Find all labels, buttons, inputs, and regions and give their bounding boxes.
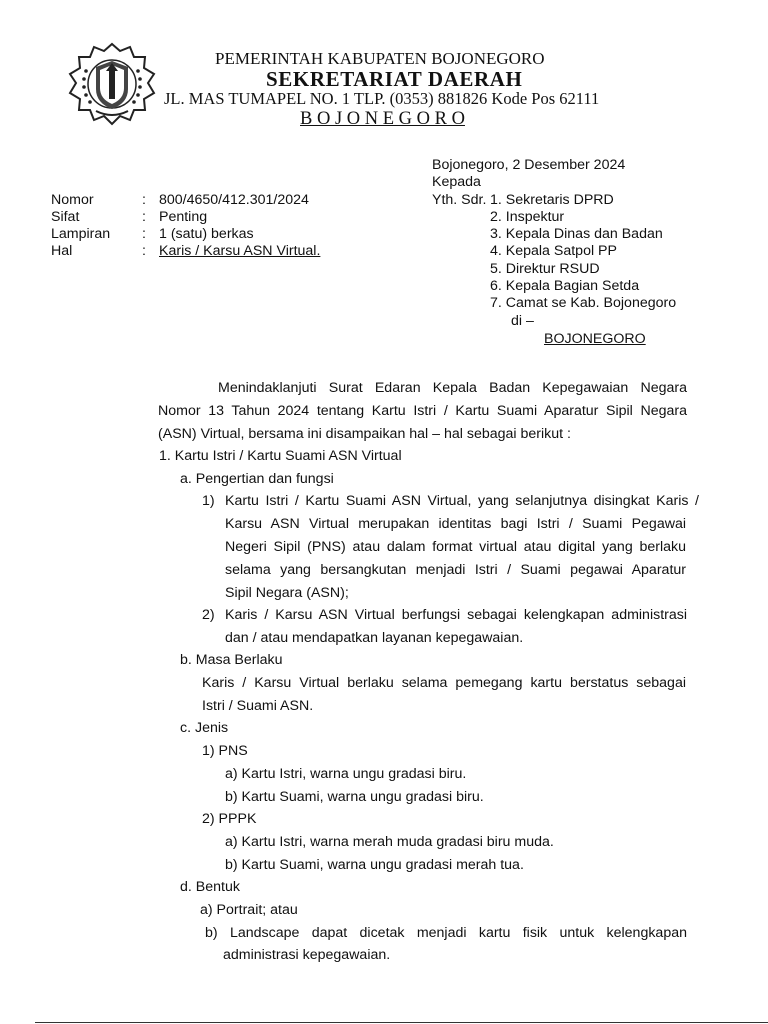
item-number: 2) [202,607,215,623]
item-a2-line: Karis / Karsu ASN Virtual berfungsi sebagai kelengkapan administrasi [225,607,687,623]
item-d-b-line: administrasi kepegawaian. [223,947,391,963]
meta-value-lampiran: 1 (satu) berkas [159,226,254,242]
item-c1-heading: 1) PNS [202,743,248,759]
meta-label-sifat: Sifat [51,209,80,225]
item-d-a: a) Portrait; atau [200,902,298,918]
meta-separator: : [142,243,146,259]
body-intro-line: Menindaklanjuti Surat Edaran Kepala Badan Kepegawaian Negara [218,380,687,396]
item-c1a: a) Kartu Istri, warna ungu gradasi biru. [225,766,467,782]
addressee-salutation: Yth. Sdr. [432,192,487,208]
item-c2b: b) Kartu Suami, warna ungu gradasi merah tua. [225,857,524,873]
recipient-item: 6. Kepala Bagian Setda [490,278,640,294]
letterhead-office: SEKRETARIAT DAERAH [266,67,523,91]
addressee-destination: BOJONEGORO [544,331,646,347]
recipient-item: 2. Inspektur [490,209,565,225]
subsection-a-heading: a. Pengertian dan fungsi [180,471,334,487]
recipient-item: 4. Kepala Satpol PP [490,243,617,259]
item-a1-line: Sipil Negara (ASN); [225,585,349,601]
subsection-d-heading: d. Bentuk [180,879,240,895]
addressee-di: di – [511,313,534,329]
body-intro-line: (ASN) Virtual, bersama ini disampaikan hal – hal sebagai berikut : [158,426,571,442]
item-c2-heading: 2) PPPK [202,811,257,827]
footer-rule [35,1022,768,1023]
meta-value-nomor: 800/4650/412.301/2024 [159,192,309,208]
letterhead-city: B O J O N E G O R O [300,109,465,129]
subsection-b-line: Istri / Suami ASN. [202,698,314,714]
meta-value-hal: Karis / Karsu ASN Virtual. [159,243,321,259]
letter-date: Bojonegoro, 2 Desember 2024 [432,157,626,173]
body-intro-line: Nomor 13 Tahun 2024 tentang Kartu Istri / Kartu Suami Aparatur Sipil Negara [158,403,687,419]
item-a1-line: selama yang bersangkutan menjadi Istri / Suami pegawai Aparatur [225,562,686,578]
item-d-b-line: b) Landscape dapat dicetak menjadi kartu fisik untuk kelengkapan [205,925,687,941]
meta-separator: : [142,192,146,208]
meta-separator: : [142,226,146,242]
recipient-item: 7. Camat se Kab. Bojonegoro [490,295,677,311]
item-a1-line: Kartu Istri / Kartu Suami ASN Virtual, yang selanjutnya disingkat Karis / [225,493,699,509]
letterhead-government: PEMERINTAH KABUPATEN BOJONEGORO [215,49,545,68]
recipient-item: 1. Sekretaris DPRD [490,192,614,208]
item-a1-line: Negeri Sipil (PNS) atau dalam format virtual atau digital yang berlaku [225,539,686,555]
recipient-item: 5. Direktur RSUD [490,261,600,277]
meta-label-hal: Hal [51,243,73,259]
item-number: 1) [202,493,215,509]
subsection-b-line: Karis / Karsu Virtual berlaku selama pemegang kartu berstatus sebagai [202,675,686,691]
subsection-b-heading: b. Masa Berlaku [180,652,283,668]
letterhead-address: JL. MAS TUMAPEL NO. 1 TLP. (0353) 881826 Kode Pos 62111 [164,89,600,108]
subsection-c-heading: c. Jenis [180,720,229,736]
item-a1-line: Karsu ASN Virtual merupakan identitas bagi Istri / Suami Pegawai [225,516,686,532]
item-c2a: a) Kartu Istri, warna merah muda gradasi biru muda. [225,834,554,850]
meta-label-nomor: Nomor [51,192,94,208]
meta-value-sifat: Penting [159,209,208,225]
bojonegoro-emblem-logo [66,41,158,127]
recipient-item: 3. Kepala Dinas dan Badan [490,226,663,242]
meta-separator: : [142,209,146,225]
addressee-label: Kepada [432,174,481,190]
section-1-heading: 1. Kartu Istri / Kartu Suami ASN Virtual [159,448,402,464]
item-c1b: b) Kartu Suami, warna ungu gradasi biru. [225,789,484,805]
item-a2-line: dan / atau mendapatkan layanan kepegawaian. [225,630,524,646]
meta-label-lampiran: Lampiran [51,226,111,242]
